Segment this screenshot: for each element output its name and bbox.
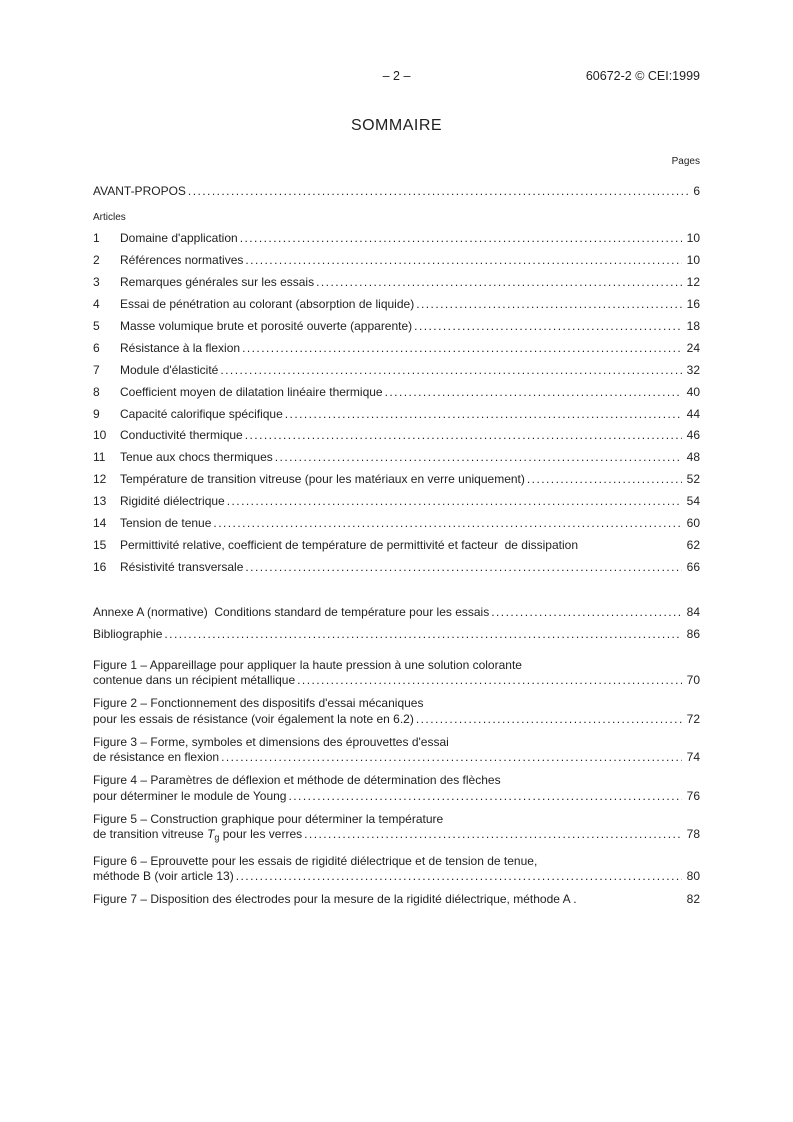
page-number-marker: – 2 – — [382, 69, 411, 83]
article-number: 9 — [93, 406, 100, 421]
annex-list — [93, 602, 700, 645]
article-number: 3 — [93, 274, 100, 289]
pages-column-label: Pages — [671, 156, 700, 167]
article-number: 13 — [93, 494, 107, 509]
toc-entry-figure — [93, 658, 700, 689]
dot-leader — [414, 316, 681, 338]
figure-line — [93, 892, 700, 907]
article-page-number: 60 — [686, 516, 700, 531]
article-page-number: 52 — [686, 472, 700, 487]
toc-entry-article — [93, 338, 700, 360]
toc-entry-article — [93, 425, 700, 447]
figure-title-line: Figure 4 – Paramètres de déflexion et méthode de détermination des flèches — [93, 773, 501, 788]
dot-leader — [304, 827, 682, 842]
toc-entry-article — [93, 404, 700, 426]
page-content — [93, 0, 700, 1122]
dot-leader — [220, 360, 681, 382]
figure-page-number: 76 — [686, 788, 700, 803]
figure-title-line: Figure 3 – Forme, symboles et dimensions des éprouvettes d'essai — [93, 734, 449, 749]
dot-leader — [527, 469, 682, 491]
article-title: Masse volumique brute et porosité ouverte (apparente) — [120, 318, 413, 333]
toc-entry-article — [93, 228, 700, 250]
figure-page-number: 70 — [686, 673, 700, 688]
article-title: Résistance à la flexion — [120, 340, 241, 355]
dot-leader — [491, 602, 681, 624]
figure-line — [93, 827, 700, 846]
article-title: Conductivité thermique — [120, 428, 243, 443]
article-number: 10 — [93, 428, 107, 443]
toc-entry-figure — [93, 773, 700, 804]
toc-entry-article — [93, 360, 700, 382]
page-header — [93, 69, 700, 84]
article-number: 11 — [93, 450, 106, 465]
figure-page-number: 78 — [686, 827, 700, 842]
dot-leader — [275, 447, 682, 469]
figure-title-line: Figure 1 – Appareillage pour appliquer la haute pression à une solution colorante — [93, 658, 522, 672]
foreword-label: AVANT-PROPOS — [93, 184, 186, 198]
article-page-number: 66 — [686, 560, 700, 575]
figure-title-line: pour déterminer le module de Young — [93, 788, 287, 803]
toc-entry-annex — [93, 602, 700, 624]
page-title: SOMMAIRE — [350, 117, 443, 134]
article-title: Essai de pénétration au colorant (absorption de liquide) — [120, 296, 415, 311]
toc-entry-article — [93, 382, 700, 404]
figure-title-line: Figure 6 – Eprouvette pour les essais de rigidité diélectrique et de tension de tenue, — [93, 853, 538, 868]
figure-line — [93, 696, 700, 711]
dot-leader — [285, 404, 682, 426]
dot-leader — [416, 712, 682, 727]
article-page-number: 18 — [686, 318, 700, 333]
article-page-number: 12 — [686, 274, 700, 289]
toc-entry-article — [93, 272, 700, 294]
figure-title-line: méthode B (voir article 13) — [93, 868, 234, 883]
dot-leader — [245, 425, 682, 447]
articles-list — [93, 228, 700, 579]
dot-leader — [236, 869, 682, 884]
figure-line — [93, 773, 700, 788]
article-page-number: 54 — [686, 494, 700, 509]
dot-leader — [245, 557, 681, 579]
figure-line — [93, 812, 700, 827]
article-number: 5 — [93, 318, 100, 333]
figure-line — [93, 854, 700, 869]
figure-line — [93, 869, 700, 884]
toc-entry-article — [93, 535, 700, 557]
toc-entry-article — [93, 469, 700, 491]
figure-line — [93, 673, 700, 688]
article-page-number: 10 — [686, 252, 700, 267]
article-title: Résistivité transversale — [120, 560, 244, 575]
toc-entry-figure — [93, 735, 700, 766]
article-number: 14 — [93, 516, 107, 531]
toc-entry-figure — [93, 812, 700, 846]
toc-entry-article — [93, 294, 700, 316]
figure-title-line: de résistance en flexion — [93, 750, 220, 765]
article-title: Références normatives — [120, 252, 244, 267]
toc-entry-article — [93, 447, 700, 469]
dot-leader — [221, 750, 682, 765]
article-page-number: 10 — [686, 231, 700, 245]
toc-entry-article — [93, 513, 700, 535]
figure-title-line — [93, 827, 302, 846]
article-title: Module d'élasticité — [120, 362, 219, 377]
articles-section-label: Articles — [93, 212, 126, 223]
article-title: Tenue aux chocs thermiques — [120, 450, 273, 465]
figure-title-segment: de transition vitreuse — [93, 827, 208, 842]
figure-page-number: 72 — [686, 711, 700, 726]
dot-leader — [385, 382, 682, 404]
dot-leader — [164, 624, 681, 646]
article-title: Température de transition vitreuse (pour les matériaux en verre uniquement) — [120, 472, 525, 487]
dot-leader — [227, 491, 682, 513]
figure-title-line: Figure 2 – Fonctionnement des dispositifs d'essai mécaniques — [93, 696, 424, 711]
figure-title-line: contenue dans un récipient métallique — [93, 673, 296, 688]
article-title: Rigidité diélectrique — [120, 494, 225, 509]
figure-title-segment: g — [214, 832, 220, 843]
toc-entry-article — [93, 491, 700, 513]
article-number: 12 — [93, 472, 107, 487]
annex-title: Bibliographie — [93, 626, 163, 641]
toc-entry-figure — [93, 696, 700, 727]
article-title: Tension de tenue — [120, 516, 212, 531]
dot-leader — [416, 294, 681, 316]
toc-entry-foreword — [93, 180, 700, 202]
figure-page-number: 80 — [686, 868, 700, 883]
figure-title-line: Figure 5 – Construction graphique pour déterminer la température — [93, 811, 444, 826]
figure-line — [93, 658, 700, 673]
dot-leader — [288, 789, 681, 804]
annex-page-number: 86 — [686, 626, 700, 641]
dot-leader — [316, 272, 682, 294]
figure-title-line: Figure 7 – Disposition des électrodes pour la mesure de la rigidité diélectrique, méthode A . — [93, 891, 577, 906]
article-title: Permittivité relative, coefficient de température de permittivité et facteur de dissipation — [120, 538, 578, 553]
figure-line — [93, 789, 700, 804]
toc-entry-annex — [93, 624, 700, 646]
dot-leader — [240, 228, 682, 250]
toc-entry-article — [93, 250, 700, 272]
article-page-number: 46 — [686, 428, 700, 443]
figure-title-segment: pour les verres — [219, 827, 303, 842]
article-title: Remarques générales sur les essais — [120, 274, 315, 289]
figure-line — [93, 750, 700, 765]
article-page-number: 62 — [686, 538, 700, 553]
article-number: 4 — [93, 296, 100, 311]
article-page-number: 48 — [686, 450, 700, 465]
annex-page-number: 84 — [686, 605, 700, 619]
figure-page-number: 74 — [686, 750, 700, 765]
dot-leader — [297, 673, 682, 688]
article-number: 1 — [93, 231, 100, 245]
article-number: 8 — [93, 384, 100, 399]
dot-leader — [242, 338, 682, 360]
figure-line — [93, 712, 700, 727]
figures-list — [93, 658, 700, 915]
article-number: 2 — [93, 252, 100, 267]
article-page-number: 40 — [686, 384, 700, 399]
article-number: 16 — [93, 560, 107, 575]
article-number: 15 — [93, 538, 107, 553]
article-number: 6 — [93, 340, 100, 355]
toc-entry-article — [93, 557, 700, 579]
figure-title-line: pour les essais de résistance (voir également la note en 6.2) — [93, 711, 414, 726]
foreword-page-number: 6 — [693, 184, 700, 198]
dot-leader — [213, 513, 681, 535]
dot-leader — [188, 180, 688, 202]
document-reference: 60672-2 © CEI:1999 — [585, 69, 700, 83]
toc-entry-article — [93, 316, 700, 338]
article-page-number: 44 — [686, 406, 700, 421]
article-page-number: 16 — [686, 296, 700, 311]
article-title: Capacité calorifique spécifique — [120, 406, 283, 421]
annex-title: Annexe A (normative) Conditions standard de température pour les essais — [93, 605, 490, 619]
article-page-number: 32 — [686, 362, 700, 377]
article-page-number: 24 — [686, 340, 700, 355]
toc-entry-figure — [93, 854, 700, 885]
article-title: Coefficient moyen de dilatation linéaire thermique — [120, 384, 383, 399]
toc-entry-figure — [93, 892, 700, 907]
figure-title-segment: T — [207, 827, 215, 842]
figure-line — [93, 735, 700, 750]
article-title: Domaine d'application — [120, 231, 238, 245]
dot-leader — [245, 250, 681, 272]
article-number: 7 — [93, 362, 100, 377]
figure-page-number: 82 — [686, 891, 700, 906]
